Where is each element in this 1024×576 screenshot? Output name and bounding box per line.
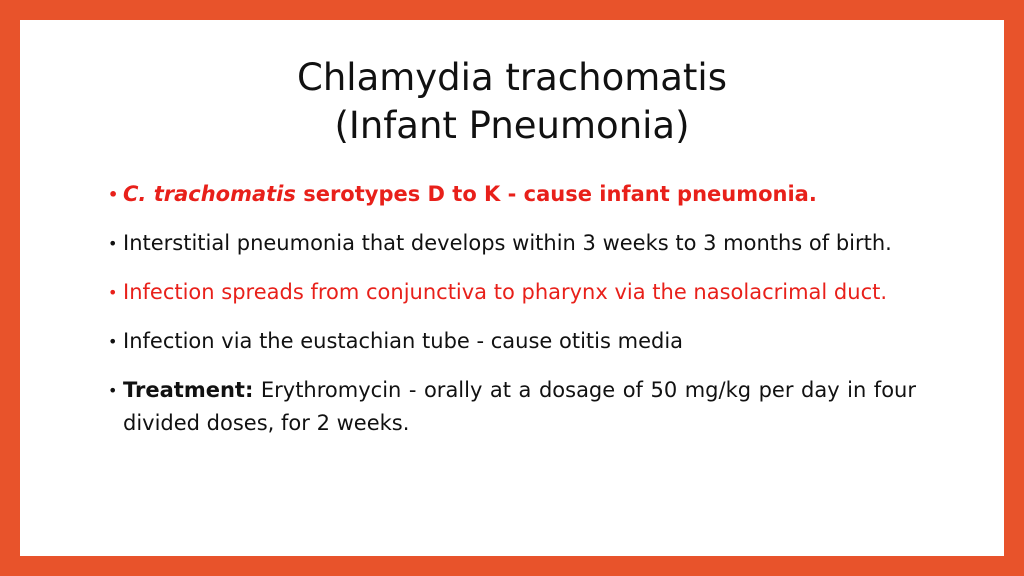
- bullet-treatment-text: Erythromycin - orally at a dosage of 50 mg/kg per day in four divided doses, for 2 weeks.: [123, 378, 916, 435]
- bullet-eustachian-text: Infection via the eustachian tube - cause otitis media: [123, 329, 684, 353]
- bullet-dot: •: [108, 283, 118, 302]
- slide-title: [20, 54, 1004, 150]
- slide-canvas: [20, 20, 1004, 556]
- bullet-species-name: C. trachomatis: [123, 182, 296, 206]
- bullet-eustachian: [108, 325, 916, 358]
- bullet-interstitial-text: Interstitial pneumonia that develops within 3 weeks to 3 months of birth.: [123, 231, 892, 255]
- bullet-serotypes-text: serotypes D to K - cause infant pneumonia.: [295, 182, 817, 206]
- bullet-dot: •: [108, 332, 118, 351]
- bullet-treatment: [108, 374, 916, 440]
- bullet-spread-text: Infection spreads from conjunctiva to pharynx via the nasolacrimal duct.: [123, 280, 888, 304]
- bullet-dot: •: [108, 234, 118, 253]
- bullet-dot: •: [108, 381, 118, 400]
- bullet-list: [108, 178, 916, 456]
- bullet-spread: [108, 276, 916, 309]
- title-line-1: Chlamydia trachomatis: [297, 56, 727, 99]
- title-line-2: (Infant Pneumonia): [334, 104, 690, 147]
- bullet-serotypes: [108, 178, 916, 211]
- bullet-treatment-label: Treatment:: [123, 378, 254, 402]
- bullet-interstitial: [108, 227, 916, 260]
- bullet-dot: •: [108, 185, 119, 204]
